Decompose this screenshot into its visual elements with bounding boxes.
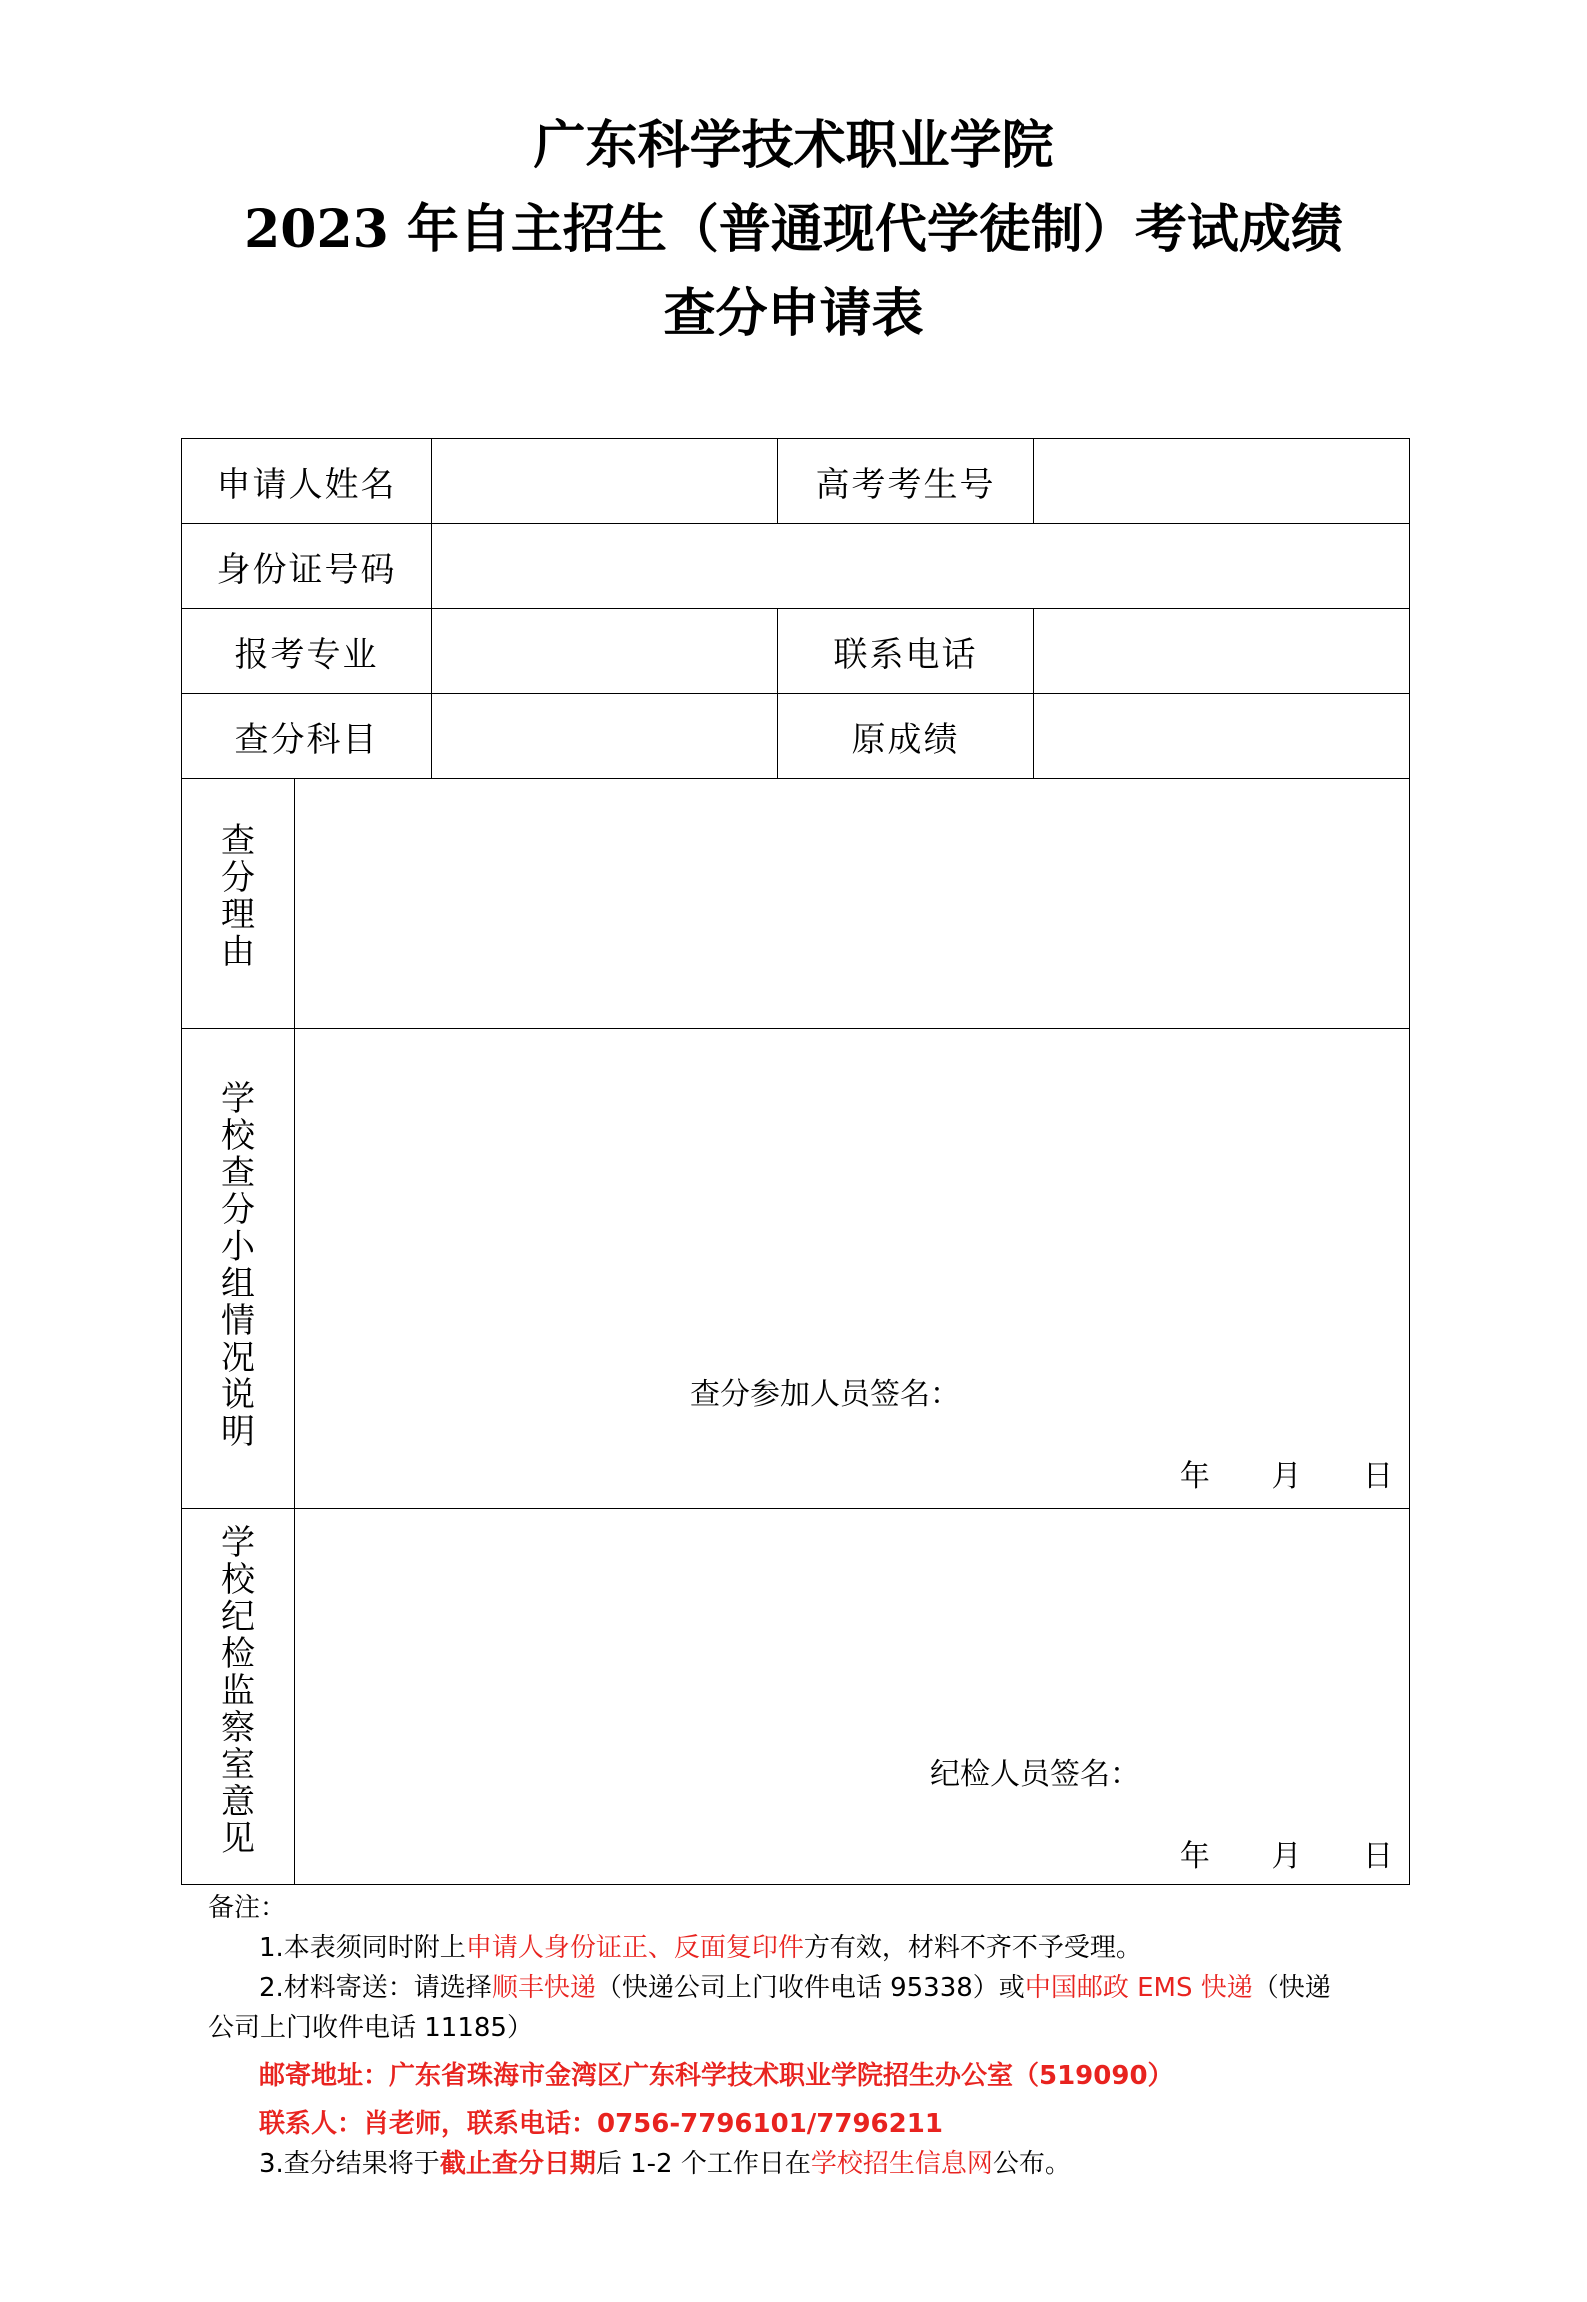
exam-number-label: 高考考生号 — [778, 439, 1034, 524]
form-row — [182, 779, 1410, 1029]
original-score-label: 原成绩 — [778, 694, 1034, 779]
original-score-field[interactable] — [1034, 694, 1410, 779]
exam-number-field[interactable] — [1034, 439, 1410, 524]
applicant-name-label: 申请人姓名 — [182, 439, 432, 524]
reason-field[interactable] — [295, 779, 1410, 1029]
discipline-signature-label: 纪检人员签名： — [930, 1757, 1140, 1792]
applicant-name-field[interactable] — [432, 439, 778, 524]
subject-field[interactable] — [432, 694, 778, 779]
document-title-line2: 2023 年自主招生（普通现代学徒制）考试成绩 — [244, 199, 1343, 260]
form-row — [182, 1029, 1410, 1509]
note-3: 3.查分结果将于截止查分日期后 1-2 个工作日在学校招生信息网公布。 — [259, 2149, 1071, 2179]
form-row — [182, 524, 1410, 609]
phone-field[interactable] — [1034, 609, 1410, 694]
group-field[interactable] — [295, 1029, 1410, 1509]
note-2: 2.材料寄送：请选择顺丰快递（快递公司上门收件电话 95338）或中国邮政 EMS 快递（快递 — [259, 1973, 1331, 2003]
reason-label: 查 分 理 由 — [182, 779, 295, 1029]
discipline-field[interactable] — [295, 1509, 1410, 1885]
form-row — [182, 694, 1410, 779]
group-label: 学 校 查 分 小 组 情 况 说 明 — [182, 1029, 295, 1509]
id-number-label: 身份证号码 — [182, 524, 432, 609]
note-2-continued: 公司上门收件电话 11185） — [208, 2013, 533, 2043]
major-label: 报考专业 — [182, 609, 432, 694]
notes-section — [208, 1888, 1408, 2184]
discipline-label: 学 校 纪 检 监 察 室 意 见 — [182, 1509, 295, 1885]
notes-heading: 备注： — [208, 1893, 287, 1923]
application-form-table — [181, 438, 1410, 1885]
document-title-line1: 广东科学技术职业学院 — [533, 115, 1054, 176]
form-row — [182, 609, 1410, 694]
phone-label: 联系电话 — [778, 609, 1034, 694]
group-date-label: 年 月 日 — [1179, 1459, 1393, 1494]
contact-info: 联系人：肖老师，联系电话：0756-7796101/7796211 — [259, 2109, 943, 2139]
form-row — [182, 1509, 1410, 1885]
group-signature-label: 查分参加人员签名： — [690, 1377, 960, 1412]
id-number-field[interactable] — [432, 524, 1410, 609]
subject-label: 查分科目 — [182, 694, 432, 779]
major-field[interactable] — [432, 609, 778, 694]
document-title-line3: 查分申请表 — [663, 283, 924, 344]
discipline-date-label: 年 月 日 — [1179, 1839, 1393, 1874]
form-row — [182, 439, 1410, 524]
mailing-address: 邮寄地址：广东省珠海市金湾区广东科学技术职业学院招生办公室（519090） — [259, 2061, 1174, 2091]
note-1: 1.本表须同时附上申请人身份证正、反面复印件方有效，材料不齐不予受理。 — [259, 1933, 1142, 1963]
